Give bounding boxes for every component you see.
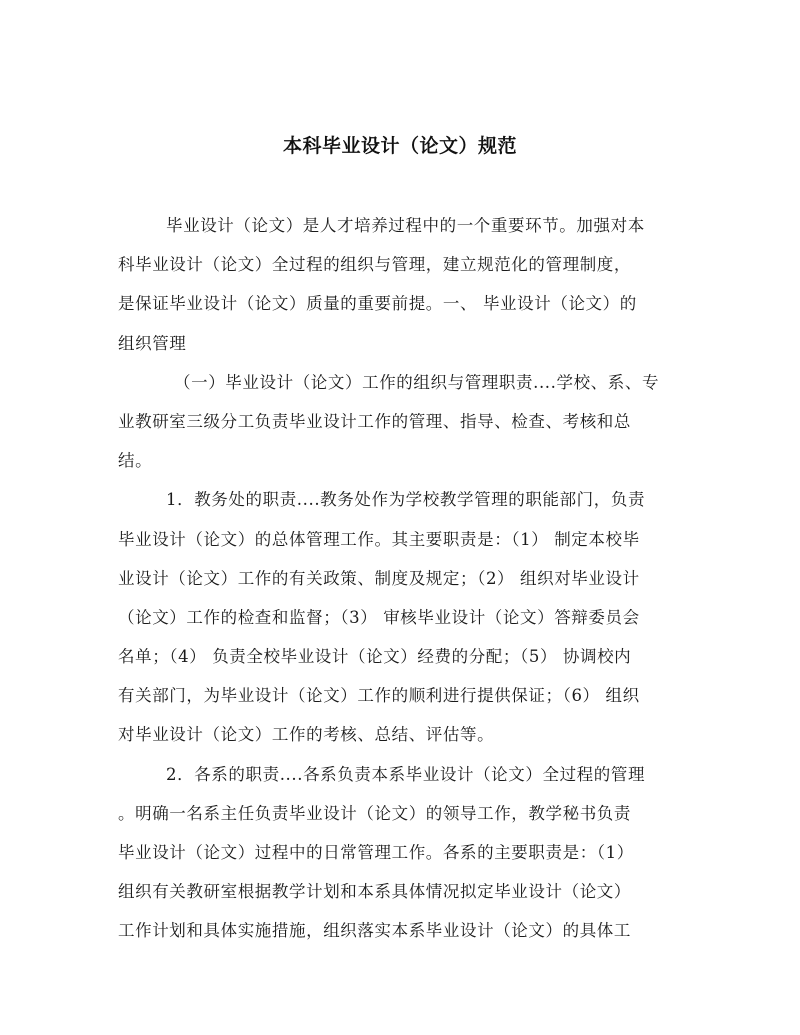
document-body <box>118 206 682 951</box>
text-line: （一）毕业设计（论文）工作的组织与管理职责....学校、系、专 <box>174 372 660 392</box>
text-line: 对毕业设计（论文）工作的考核、总结、评估等。 <box>118 725 495 745</box>
text-line: 是保证毕业设计（论文）质量的重要前提。一、 毕业设计（论文）的 <box>118 294 637 314</box>
document-title: 本科毕业设计（论文）规范 <box>282 135 517 157</box>
text-line: 工作计划和具体实施措施，组织落实本系毕业设计（论文）的具体工 <box>118 921 631 941</box>
text-line: 结。 <box>118 451 153 471</box>
text-line: 毕业设计（论文）是人才培养过程中的一个重要环节。加强对本 <box>166 216 645 235</box>
text-line: 业设计（论文）工作的有关政策、制度及规定；（2） 组织对毕业设计 <box>118 568 640 588</box>
text-line: 毕业设计（论文）的总体管理工作。其主要职责是：（1） 制定本校毕 <box>118 529 640 549</box>
text-line: 组织管理 <box>118 333 187 353</box>
text-line: 有关部门，为毕业设计（论文）工作的顺利进行提供保证；（6） 组织 <box>118 686 640 706</box>
paragraph-intro <box>118 206 682 363</box>
text-line: （论文）工作的检查和监督；（3） 审核毕业设计（论文）答辩委员会 <box>118 607 640 627</box>
text-line: 2．各系的职责....各系负责本系毕业设计（论文）全过程的管理 <box>166 764 646 784</box>
text-line: 业教研室三级分工负责毕业设计工作的管理、指导、检查、考核和总 <box>118 411 631 431</box>
text-line: 科毕业设计（论文）全过程的组织与管理，建立规范化的管理制度， <box>118 255 631 275</box>
text-line: 名单；（4） 负责全校毕业设计（论文）经费的分配；（5） 协调校内 <box>118 647 632 667</box>
paragraph-academic-affairs <box>118 480 682 754</box>
text-line: 毕业设计（论文）过程中的日常管理工作。各系的主要职责是：（1） <box>118 843 634 862</box>
text-line: 1．教务处的职责....教务处作为学校教学管理的职能部门，负责 <box>166 490 646 510</box>
text-line: 。明确一名系主任负责毕业设计（论文）的领导工作，教学秘书负责 <box>118 803 631 823</box>
paragraph-departments <box>118 755 682 951</box>
text-line: 组织有关教研室根据教学计划和本系具体情况拟定毕业设计（论文） <box>118 882 631 902</box>
paragraph-section-one <box>118 363 682 481</box>
